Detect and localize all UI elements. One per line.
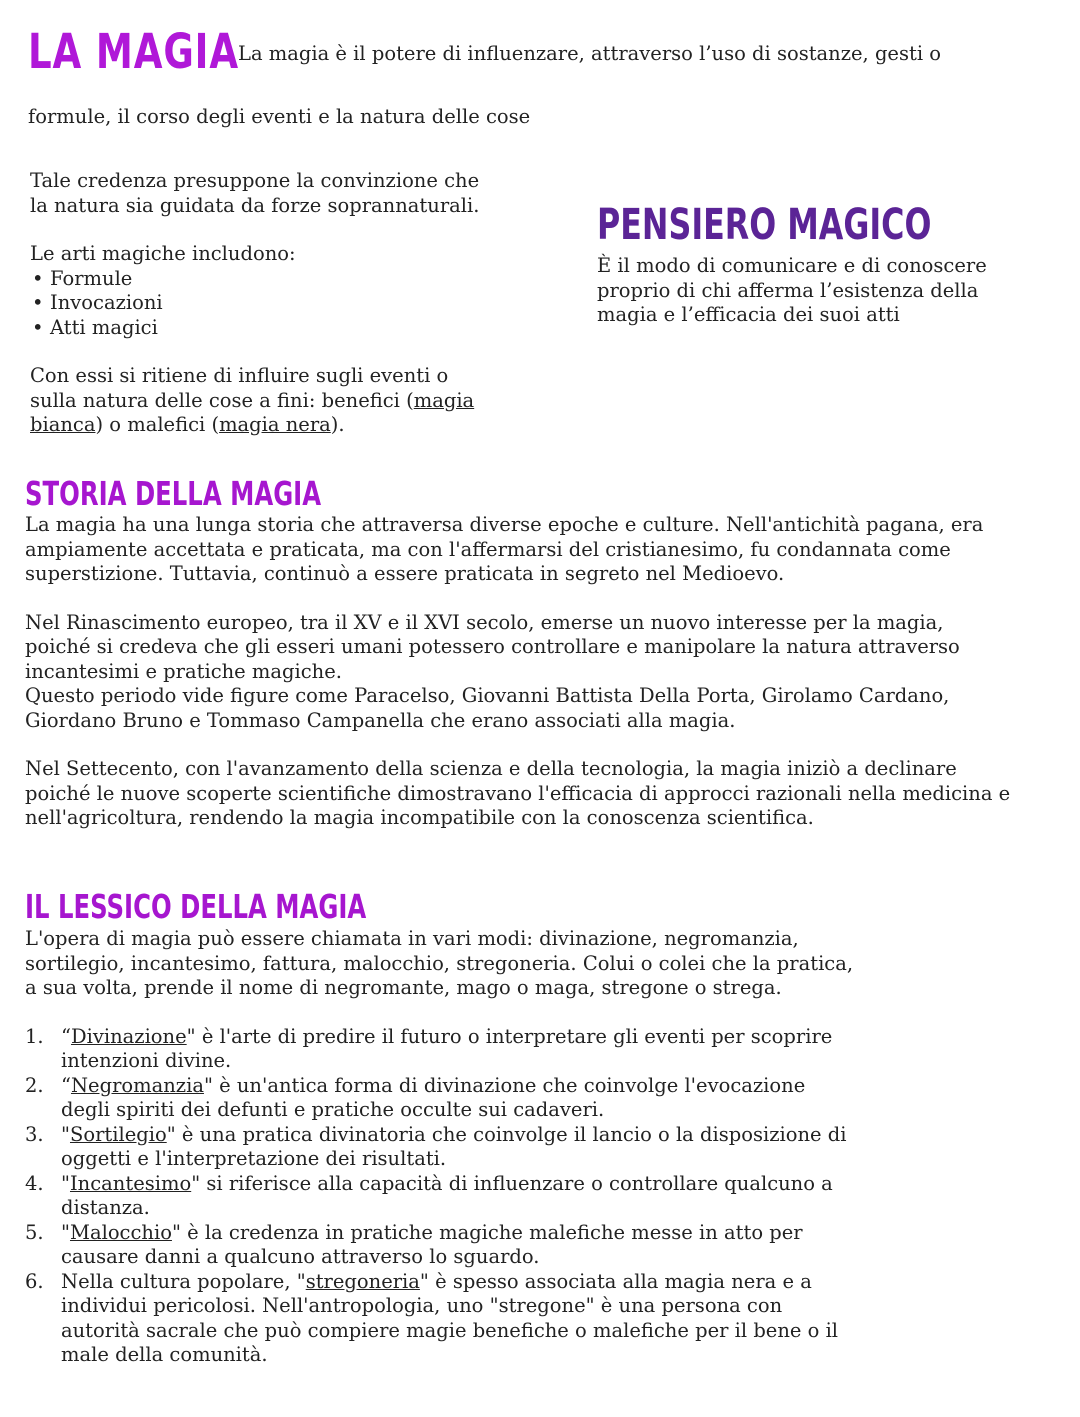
term-divinazione: Divinazione <box>70 1024 187 1048</box>
term-malocchio: Malocchio <box>69 1220 172 1244</box>
list-item: 3. "Sortilegio" è una pratica divinatoria che coinvolge il lancio o la disposizione di oggetti e l'interpretazione dei risultati. <box>25 1122 847 1170</box>
storia-paragraph-4: Nel Settecento, con l'avanzamento della scienza e della tecnologia, la magia iniziò a declinare poiché le nuove scoperte scientifiche dimostravano l'efficacia di approcci razionali nella medicina e nell'agricoltura, rendendo la magia incompatibile con la conoscenza scientifica. <box>25 757 1011 829</box>
storia-body <box>25 513 1015 831</box>
definition-first-line: La magia è il potere di influenzare, attraverso l’uso di sostanze, gesti o <box>238 42 941 65</box>
belief-text: Tale credenza presuppone la convinzione che la natura sia guidata da forze soprannaturali. <box>30 169 480 217</box>
lessico-list <box>25 1025 855 1368</box>
definition-second-line: formule, il corso degli eventi e la natura delle cose <box>28 105 531 128</box>
pensiero-title: PENSIERO MAGICO <box>597 200 932 250</box>
term-sortilegio: Sortilegio <box>69 1122 167 1146</box>
list-item: 1. “Divinazione" è l'arte di predire il futuro o interpretare gli eventi per scoprire intenzioni divine. <box>25 1024 833 1072</box>
storia-paragraph-3: Questo periodo vide figure come Paracelso, Giovanni Battista Della Porta, Girolamo Cardano, Giordano Bruno e Tommaso Campanella che erano associati alla magia. <box>25 684 950 732</box>
term-stregoneria: stregoneria <box>305 1269 420 1293</box>
list-item: • Invocazioni <box>30 291 500 316</box>
arts-intro: Le arti magiche includono: <box>30 242 296 265</box>
term-negromanzia: Negromanzia <box>70 1073 204 1097</box>
lessico-body <box>25 927 855 1368</box>
white-magic-term: magia bianca <box>30 388 475 436</box>
purpose-text: Con essi si ritiene di influire sugli eventi o sulla natura delle cose a fini: benefici (magia bianca) o malefici (magia nera). <box>30 364 475 436</box>
list-item: • Atti magici <box>30 316 500 341</box>
term-incantesimo: Incantesimo <box>69 1171 192 1195</box>
list-item: 4. "Incantesimo" si riferisce alla capacità di influenzare o controllare qualcuno a distanza. <box>25 1171 833 1219</box>
black-magic-term: magia nera <box>219 413 331 436</box>
storia-paragraph-2: Nel Rinascimento europeo, tra il XV e il XVI secolo, emerse un nuovo interesse per la magia, poiché si credeva che gli esseri umani potessero controllare e manipolare la natura attraverso incantesimi e pratiche magiche. <box>25 610 960 683</box>
arts-list <box>30 267 500 341</box>
storia-title: STORIA DELLA MAGIA <box>25 474 322 513</box>
list-item: 2. “Negromanzia" è un'antica forma di divinazione che coinvolge l'evocazione degli spiriti dei defunti e pratiche occulte sui cadaveri. <box>25 1073 806 1121</box>
pensiero-text: È il modo di comunicare e di conoscere proprio di chi afferma l’esistenza della magia e l’efficacia dei suoi atti <box>597 254 987 326</box>
lessico-intro: L'opera di magia può essere chiamata in vari modi: divinazione, negromanzia, sortilegio, incantesimo, fattura, malocchio, stregoneria. Colui o colei che la pratica, a sua volta, prende il nome di negromante, mago o maga, stregone o strega. <box>25 927 854 999</box>
storia-paragraph-1: La magia ha una lunga storia che attraversa diverse epoche e culture. Nell'antichità pagana, era ampiamente accettata e praticata, ma con l'affermarsi del cristianesimo, fu condannata come superstizione. Tuttavia, continuò a essere praticata in segreto nel Medioevo. <box>25 513 984 585</box>
list-item: 5. "Malocchio" è la credenza in pratiche magiche malefiche messe in atto per causare danni a qualcuno attraverso lo sguardo. <box>25 1220 803 1268</box>
page-title: LA MAGIA <box>28 24 239 80</box>
belief-column <box>30 169 500 438</box>
list-item: • Formule <box>30 267 500 292</box>
lessico-title: IL LESSICO DELLA MAGIA <box>25 887 367 926</box>
list-item: 6. Nella cultura popolare, "stregoneria" è spesso associata alla magia nera e a individui pericolosi. Nell'antropologia, uno "stregone" è una persona con autorità sacrale che può compiere magie benefiche o malefiche per il bene o il male della comunità. <box>25 1269 839 1366</box>
